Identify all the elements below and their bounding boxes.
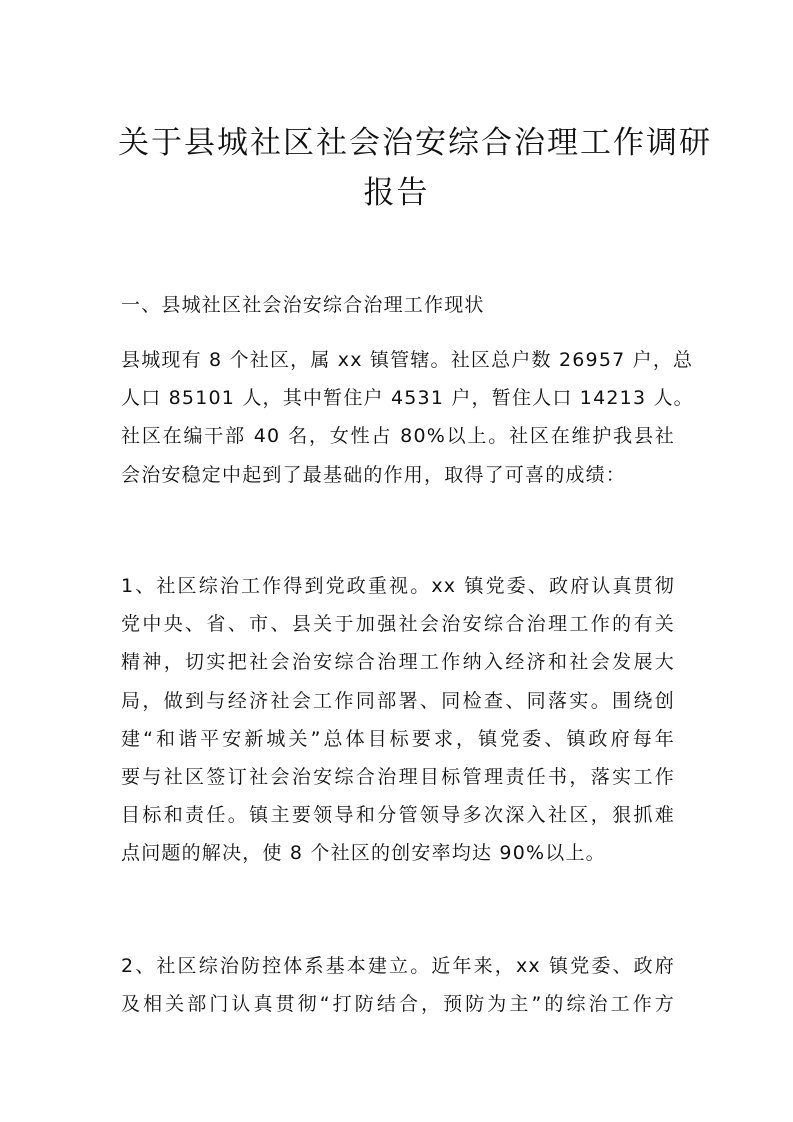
paragraph-line: 及相关部门认真贯彻“打防结合，预防为主”的综治工作方	[121, 993, 675, 1016]
paragraph-line: 局，做到与经济社会工作同部署、同检查、同落实。围绕创	[121, 689, 675, 712]
section-heading	[121, 286, 675, 324]
paragraph-line: 1、社区综治工作得到党政重视。xx 镇党委、政府认真贯彻	[121, 575, 675, 597]
paragraph-line: 精神，切实把社会治安综合治理工作纳入经济和社会发展大	[121, 651, 675, 674]
section-heading-text: 一、县城社区社会治安综合治理工作现状	[121, 294, 485, 316]
paragraph-point-2	[121, 947, 675, 1023]
title-line-2: 报告	[363, 175, 430, 211]
paragraph-line: 目标和责任。镇主要领导和分管领导多次深入社区，狠抓难	[121, 804, 675, 827]
paragraph-point-1	[121, 567, 675, 873]
paragraph-line: 党中央、省、市、县关于加强社会治安综合治理工作的有关	[121, 613, 675, 636]
paragraph-overview	[121, 341, 694, 494]
paragraph-line: 点问题的解决，使 8 个社区的创安率均达 90%以上。	[121, 842, 606, 865]
paragraph-line: 社区在编干部 40 名，女性占 80%以上。社区在维护我县社	[121, 425, 675, 448]
title-line-1: 关于县城社区社会治安综合治理工作调研	[118, 125, 712, 161]
document-title	[118, 118, 712, 218]
paragraph-line: 建“和谐平安新城关”总体目标要求，镇党委、镇政府每年	[121, 727, 675, 750]
paragraph-line: 会治安稳定中起到了最基础的作用，取得了可喜的成绩：	[121, 463, 627, 486]
paragraph-line: 县城现有 8 个社区，属 xx 镇管辖。社区总户数 26957 户，总	[121, 349, 694, 371]
paragraph-line: 要与社区签订社会治安综合治理目标管理责任书，落实工作	[121, 766, 675, 789]
paragraph-line: 人口 85101 人，其中暂住户 4531 户，暂住人口 14213 人。	[121, 387, 694, 410]
paragraph-line: 2、社区综治防控体系基本建立。近年来，xx 镇党委、政府	[121, 955, 675, 977]
